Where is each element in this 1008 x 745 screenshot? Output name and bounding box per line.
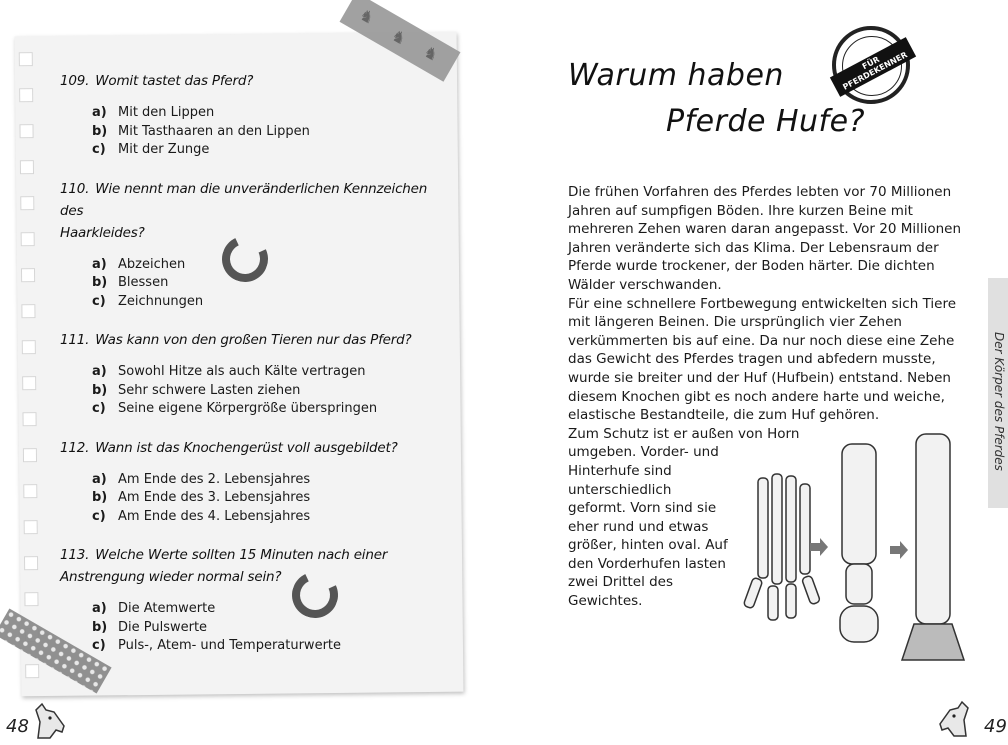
- question-112: [60, 437, 450, 527]
- answer-option[interactable]: a) Am Ende des 2. Lebensjahres: [92, 471, 311, 487]
- binder-holes: [19, 52, 38, 700]
- question-title: Wie nennt man die unveränderlichen Kennzeichen des: [60, 180, 428, 219]
- arrow-right-icon: [810, 538, 828, 556]
- answer-list: [92, 104, 450, 160]
- answer-list: [92, 600, 450, 656]
- answer-option[interactable]: b) Blessen: [92, 275, 169, 290]
- question-109: [60, 70, 450, 160]
- horse-head-icon: [30, 700, 70, 740]
- answer-option[interactable]: b) Sehr schwere Lasten ziehen: [92, 382, 301, 398]
- answer-option[interactable]: b) Am Ende des 3. Lebensjahres: [92, 490, 311, 505]
- horse-silhouette-icon: ♞: [420, 41, 443, 66]
- question-number: 111.: [60, 332, 90, 348]
- question-number: 110.: [60, 180, 90, 197]
- answer-option[interactable]: c) Zeichnungen: [92, 293, 204, 309]
- paragraph: Die frühen Vorfahren des Pferdes lebten vor 70 Millionen Jahren auf sumpfigen Böden. Ihre kurzen Beine mit mehreren Zehen waren daran angepasst. Vor 20 Millionen Jahren veränderte sich das Klima. Der Lebensraum der Pferde wurde trockener, der Boden härter. Die dichten Wälder verschwanden.: [568, 184, 962, 293]
- badge-label: FÜR PFERDEKENNER: [830, 37, 916, 97]
- arrow-right-icon: [890, 541, 908, 559]
- question-title: Womit tastet das Pferd?: [95, 73, 254, 89]
- single-toe-leg-bones: [840, 444, 878, 642]
- answer-list: [92, 471, 450, 527]
- horse-head-icon: [934, 698, 974, 738]
- answer-option[interactable]: b) Mit Tasthaaren an den Lippen: [92, 123, 310, 139]
- answer-list: [92, 256, 450, 312]
- answer-option[interactable]: a) Mit den Lippen: [92, 105, 215, 120]
- modern-hoof-leg: [902, 434, 964, 660]
- page-number-right: 49: [984, 716, 1007, 737]
- page-number-left: 48: [6, 716, 29, 737]
- horse-silhouette-icon: ♞: [356, 4, 379, 29]
- question-title: Was kann von den großen Tieren nur das Pferd?: [95, 332, 412, 348]
- answer-option[interactable]: a) Abzeichen: [92, 256, 186, 272]
- page-title-line1: Warum haben: [568, 58, 784, 93]
- paragraph: Für eine schnellere Fortbewegung entwickelten sich Tiere mit längeren Beinen. Die ursprünglich vier Zehen verkümmerten bis auf eine. Da nur noch diese eine Zehe das Gewicht des Pferdes tragen und abfedern musste, wurde sie breiter und der Huf (Hufbein) entstand. Neben diesem Knochen gibt es noch andere harte und weiche, elastische Bestandteile, die zum Huf gehören.: [568, 295, 957, 424]
- answer-list: [92, 363, 450, 419]
- question-title: Welche Werte sollten 15 Minuten nach einer: [95, 547, 388, 563]
- question-113: [60, 544, 450, 656]
- question-110: [60, 178, 450, 312]
- answer-option[interactable]: a) Sowohl Hitze als auch Kälte vertragen: [92, 364, 366, 379]
- answer-option[interactable]: c) Am Ende des 4. Lebensjahres: [92, 508, 311, 524]
- four-toe-foot-bones: [743, 474, 820, 620]
- hoof-evolution-illustration: [730, 428, 980, 688]
- paragraph: umgeben. Vorder- und Hinterhufe sind unterschiedlich geformt. Vorn sind sie eher rund und etwas größer, hinten oval. Auf den Vorderhufen lasten zwei Drittel des Gewichtes.: [568, 444, 728, 610]
- question-number: 112.: [60, 439, 90, 456]
- page-title-line2: Pferde Hufe?: [666, 104, 865, 139]
- answer-option[interactable]: c) Puls-, Atem- und Temperaturwerte: [92, 638, 342, 653]
- question-title: Wann ist das Knochengerüst voll ausgebildet?: [95, 439, 398, 456]
- horse-silhouette-icon: ♞: [388, 25, 410, 49]
- question-title-cont: Anstrengung wieder normal sein?: [60, 569, 282, 585]
- quiz-questions: [60, 70, 450, 656]
- question-111: [60, 329, 450, 419]
- question-number: 113.: [60, 547, 90, 563]
- expert-badge: [832, 26, 910, 104]
- answer-option[interactable]: b) Die Pulswerte: [92, 619, 208, 635]
- question-number: 109.: [60, 73, 90, 89]
- paragraph: Zum Schutz ist er außen von Horn: [568, 425, 800, 442]
- answer-option[interactable]: c) Seine eigene Körpergröße überspringen: [92, 401, 378, 416]
- chapter-tab-label: Der Körper des Pferdes: [992, 332, 1006, 471]
- answer-option[interactable]: a) Die Atemwerte: [92, 601, 216, 616]
- answer-option[interactable]: c) Mit der Zunge: [92, 142, 210, 157]
- question-title-cont: Haarkleides?: [60, 224, 145, 241]
